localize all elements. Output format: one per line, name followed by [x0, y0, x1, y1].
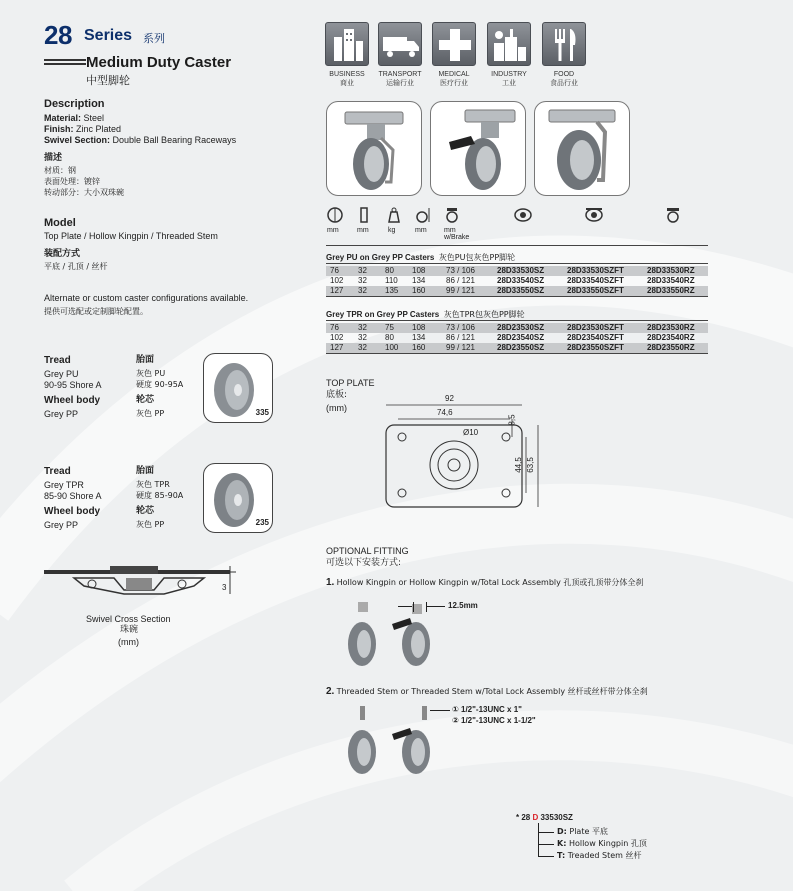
option-2-text: 2. Threaded Stem or Threaded Stem w/Total Lock Assembly 丝杆或丝杆带分体全刹	[326, 686, 648, 697]
legend-arrow	[538, 832, 554, 833]
tread-hardness: 90-95 Shore A	[44, 380, 102, 390]
table-cell: 76	[330, 323, 339, 332]
table-cell: 127	[330, 286, 344, 295]
table-cell: 28D23550SZFT	[567, 343, 624, 352]
dim-arrow	[398, 606, 412, 607]
spec-unit: mm	[327, 227, 339, 234]
table-row	[326, 286, 708, 296]
table-row	[326, 323, 708, 333]
legend-arrow	[538, 856, 554, 857]
table-cell: 28D33530SZ	[497, 266, 545, 275]
industry-label-business: BUSINESS 商业	[329, 71, 365, 87]
table-cell: 160	[412, 343, 426, 352]
caster-photo-brake	[430, 101, 526, 196]
cross-section-unit: (mm)	[118, 637, 139, 647]
tread-value: Grey PU	[44, 369, 79, 379]
building-icon	[325, 22, 369, 66]
caster-photo-rigid	[534, 101, 630, 196]
model-text-cn: 平底 / 孔顶 / 丝杆	[44, 262, 108, 271]
wheel-body-value: Grey PP	[44, 409, 79, 419]
cross-section-label: Swivel Cross Section	[86, 614, 171, 624]
table-rule	[326, 353, 708, 354]
table-row	[326, 333, 708, 343]
tread-hardness: 85-90 Shore A	[44, 491, 102, 501]
spec-unit: kg	[388, 227, 396, 234]
table-cell: 28D23540SZ	[497, 333, 545, 342]
table-cell: 28D33540SZ	[497, 276, 545, 285]
model-heading: Model	[44, 217, 76, 229]
table-cell: 28D33540RZ	[647, 276, 695, 285]
legend-bracket	[538, 823, 539, 857]
industry-label-medical: MEDICAL 医疗行业	[438, 71, 470, 87]
wheel-code: 235	[255, 518, 269, 527]
tread-value: Grey TPR	[44, 480, 84, 490]
thread-spec-1: ① 1/2"-13UNC x 1"	[452, 705, 522, 714]
dim-arrow	[427, 606, 445, 607]
table-cell: 134	[412, 333, 426, 342]
truck-icon	[378, 22, 422, 66]
top-plate-unit: (mm)	[326, 403, 347, 413]
table-cell: 32	[358, 343, 367, 352]
spec-unit: mm w/Brake	[444, 227, 470, 241]
spec-unit: mm	[357, 227, 369, 234]
tread-heading: Tread	[44, 355, 71, 366]
legend-arrow	[538, 844, 554, 845]
wheel-body-heading-cn: 轮芯	[136, 506, 155, 516]
dim-hole-vertical: 44,5	[513, 457, 523, 473]
rigid-caster-icon	[664, 206, 682, 224]
table-cell: 32	[358, 323, 367, 332]
model-text: Top Plate / Hollow Kingpin / Threaded Stem	[44, 231, 218, 241]
swivel-caster-icon	[514, 206, 532, 224]
title-rule	[44, 59, 86, 61]
dim-width: 92	[445, 394, 454, 403]
caster-photo-swivel	[326, 101, 422, 196]
wheel-width-icon	[355, 206, 373, 224]
tread-heading: Tread	[44, 466, 71, 477]
overall-height-icon	[413, 206, 431, 224]
top-plate-heading: TOP PLATE	[326, 378, 375, 388]
series-number: 28	[44, 20, 72, 50]
table-cell: 80	[385, 266, 394, 275]
dim-height: 63,5	[525, 457, 535, 473]
table-cell: 100	[385, 343, 399, 352]
table-rule	[326, 263, 708, 264]
industry-label-food: FOOD 食品行业	[550, 71, 578, 87]
table-tpr-title: Grey TPR on Grey PP Casters 灰色TPR包灰色PP脚轮	[326, 310, 525, 319]
thread-arrow	[430, 710, 450, 711]
table-cell: 75	[385, 323, 394, 332]
alternate-text: Alternate or custom caster configurations available.	[44, 293, 249, 303]
option-1-text: 1. Hollow Kingpin or Hollow Kingpin w/Total Lock Assembly 孔顶或孔顶带分体全刹	[326, 577, 644, 588]
table-cell: 28D23530RZ	[647, 323, 695, 332]
table-cell: 86 / 121	[446, 333, 475, 342]
table-cell: 102	[330, 333, 344, 342]
legend-stem: T: Treaded Stem 丝杆	[557, 851, 642, 860]
wheel-image-pu	[203, 353, 273, 423]
table-cell: 28D23530SZFT	[567, 323, 624, 332]
tread-hardness-cn: 硬度 85-90A	[136, 491, 184, 500]
table-rule	[326, 320, 708, 321]
tread-heading-cn: 胎面	[136, 466, 155, 476]
description-heading: Description	[44, 98, 105, 110]
table-cell: 32	[358, 276, 367, 285]
table-row	[326, 276, 708, 286]
table-cell: 127	[330, 343, 344, 352]
swivel-line: Swivel Section: Double Ball Bearing Raceways	[44, 135, 237, 145]
wheel-body-value-cn: 灰色 PP	[136, 409, 165, 418]
table-rule	[326, 245, 708, 246]
table-cell: 102	[330, 276, 344, 285]
description-heading-cn: 描述	[44, 153, 63, 163]
material-line: Material: Steel	[44, 113, 105, 123]
table-row	[326, 266, 708, 276]
table-cell: 134	[412, 276, 426, 285]
table-cell: 32	[358, 333, 367, 342]
cross-section-label-cn: 珠碗	[120, 625, 139, 635]
swivel-cross-section-drawing	[44, 564, 240, 612]
series-cn: 系列	[143, 32, 165, 45]
table-cell: 28D23550SZ	[497, 343, 545, 352]
model-heading-cn: 装配方式	[44, 249, 81, 259]
dim-marker	[413, 602, 414, 612]
table-cell: 28D23540RZ	[647, 333, 695, 342]
table-cell: 73 / 106	[446, 266, 475, 275]
kingpin-dim: 12.5mm	[448, 601, 478, 610]
finish-cn: 表面处理：镀锌	[44, 177, 100, 186]
wheel-body-value-cn: 灰色 PP	[136, 520, 165, 529]
tread-value-cn: 灰色 TPR	[136, 480, 170, 489]
code-legend-example: * 28 D 33530SZ	[516, 813, 573, 822]
wheel-body-value: Grey PP	[44, 520, 79, 530]
table-cell: 28D33540SZFT	[567, 276, 624, 285]
table-cell: 86 / 121	[446, 276, 475, 285]
load-capacity-icon	[385, 206, 403, 224]
legend-kingpin: K: Hollow Kingpin 孔顶	[557, 839, 647, 848]
table-pu-title: Grey PU on Grey PP Casters 灰色PU包灰色PP脚轮	[326, 253, 516, 262]
table-cell: 28D33550SZFT	[567, 286, 624, 295]
brake-height-icon	[443, 206, 461, 224]
table-cell: 108	[412, 266, 426, 275]
top-plate-heading-cn: 底板:	[326, 390, 348, 400]
dim-bore: Ø10	[463, 428, 479, 437]
dim-side: 8,5	[507, 414, 517, 426]
optional-heading-cn: 可选以下安装方式:	[326, 558, 402, 568]
cross-section-dim: 3	[222, 583, 227, 592]
table-row	[326, 343, 708, 353]
medical-cross-icon	[432, 22, 476, 66]
table-cell: 160	[412, 286, 426, 295]
table-cell: 28D33530RZ	[647, 266, 695, 275]
table-cell: 80	[385, 333, 394, 342]
swivel-cn: 转动部分：大小双珠碗	[44, 188, 124, 197]
page-title-cn: 中型脚轮	[86, 74, 130, 87]
table-cell: 28D33550SZ	[497, 286, 545, 295]
swivel-brake-caster-icon	[585, 206, 603, 224]
finish-line: Finish: Zinc Plated	[44, 124, 122, 134]
series-word: Series	[84, 27, 133, 44]
table-cell: 76	[330, 266, 339, 275]
table-cell: 32	[358, 286, 367, 295]
fork-knife-icon	[542, 22, 586, 66]
table-cell: 32	[358, 266, 367, 275]
top-plate-drawing	[380, 395, 550, 520]
thread-spec-2: ② 1/2"-13UNC x 1-1/2"	[452, 716, 536, 725]
table-cell: 99 / 121	[446, 286, 475, 295]
dim-marker	[426, 602, 427, 612]
wheel-diameter-icon	[326, 206, 344, 224]
spec-unit: mm	[415, 227, 427, 234]
table-cell: 99 / 121	[446, 343, 475, 352]
table-cell: 28D23550RZ	[647, 343, 695, 352]
wheel-image-tpr	[203, 463, 273, 533]
table-cell: 28D33530SZFT	[567, 266, 624, 275]
table-cell: 135	[385, 286, 399, 295]
threaded-stem-casters-drawing	[340, 704, 450, 780]
tread-heading-cn: 胎面	[136, 355, 155, 365]
wheel-code: 335	[255, 408, 269, 417]
title-rule	[44, 63, 86, 65]
table-cell: 108	[412, 323, 426, 332]
table-cell: 28D23530SZ	[497, 323, 545, 332]
table-cell: 28D33550RZ	[647, 286, 695, 295]
dim-hole-spacing: 74,6	[437, 408, 453, 417]
table-cell: 110	[385, 276, 398, 285]
material-cn: 材质：钢	[44, 166, 76, 175]
wheel-body-heading: Wheel body	[44, 395, 101, 406]
optional-heading: OPTIONAL FITTING	[326, 546, 409, 556]
industry-label-transport: TRANSPORT 运输行业	[378, 71, 422, 87]
table-cell: 28D23540SZFT	[567, 333, 624, 342]
tread-hardness-cn: 硬度 90-95A	[136, 380, 184, 389]
industry-label-industry: INDUSTRY 工业	[491, 71, 527, 87]
alternate-text-cn: 提供可选配或定制脚轮配置。	[44, 307, 148, 316]
tread-value-cn: 灰色 PU	[136, 369, 166, 378]
page-title: Medium Duty Caster	[86, 54, 232, 71]
wheel-body-heading: Wheel body	[44, 506, 101, 517]
table-rule	[326, 296, 708, 297]
factory-icon	[487, 22, 531, 66]
legend-plate: D: Plate 平底	[557, 827, 608, 836]
wheel-body-heading-cn: 轮芯	[136, 395, 155, 405]
table-cell: 73 / 106	[446, 323, 475, 332]
kingpin-casters-drawing	[340, 596, 450, 672]
